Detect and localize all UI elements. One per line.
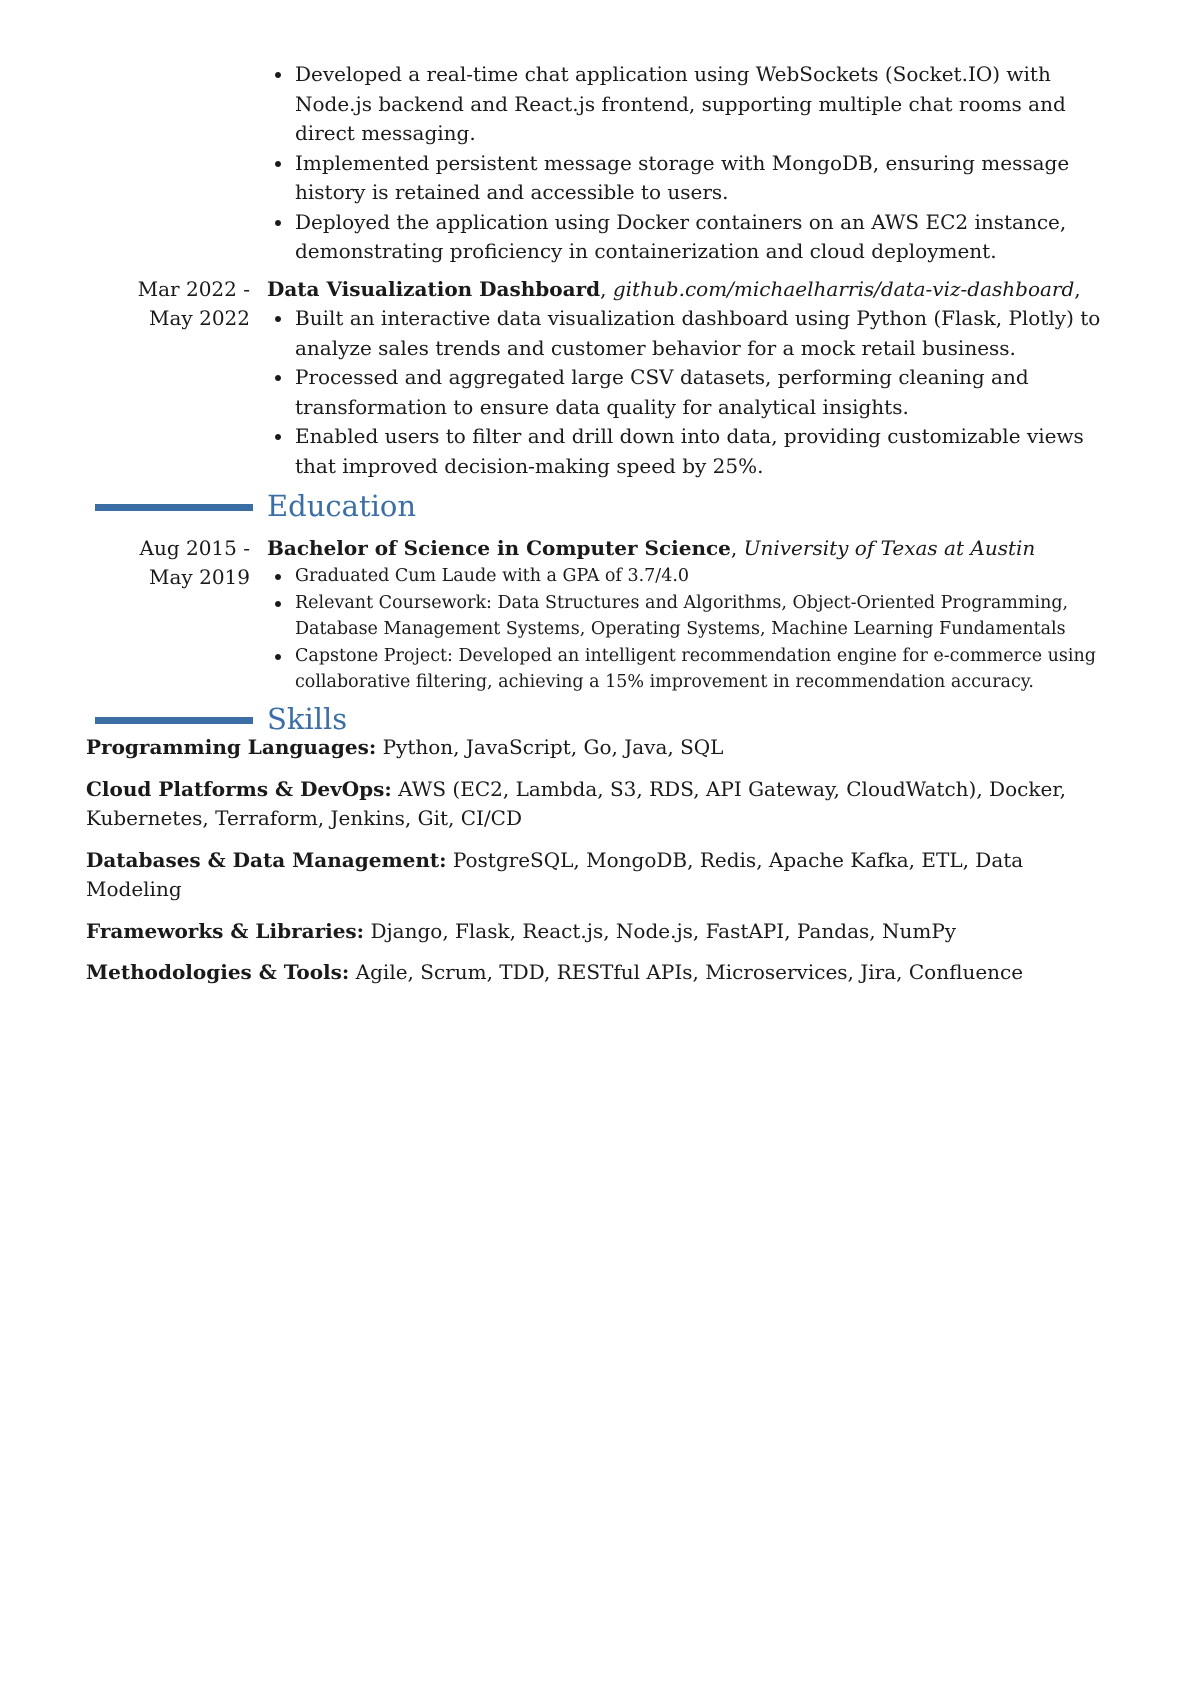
section-title: Skills	[267, 702, 348, 736]
skill-value: AWS (EC2, Lambda, S3, RDS, API Gateway, CloudWatch), Docker, Kubernetes, Terraform, Jenkins, Git, CI/CD	[86, 776, 1067, 830]
list-item: Enabled users to filter and drill down into data, providing customizable views that improved decision-making speed by 25%.	[267, 422, 1107, 481]
skill-label: Frameworks & Libraries:	[86, 918, 365, 943]
skill-value: Python, JavaScript, Go, Java, SQL	[382, 735, 724, 759]
project-dashboard-heading: Data Visualization Dashboard, github.com/michaelharris/data-viz-dashboard,	[267, 277, 1081, 301]
skill-value: Django, Flask, React.js, Node.js, FastAPI, Pandas, NumPy	[370, 918, 957, 943]
project-chat-body	[267, 60, 1107, 267]
education-date	[118, 534, 250, 592]
section-accent-bar	[95, 717, 253, 724]
list-item: Developed a real-time chat application using WebSockets (Socket.IO) with Node.js backend and React.js frontend, supporting multiple chat rooms and direct messaging.	[267, 60, 1107, 149]
list-item: Graduated Cum Laude with a GPA of 3.7/4.0	[267, 563, 1107, 590]
date-start: Mar 2022 -	[137, 277, 250, 301]
skill-label: Methodologies & Tools:	[86, 960, 350, 984]
date-end: May 2019	[149, 565, 250, 589]
list-item: Processed and aggregated large CSV datasets, performing cleaning and transformation to ensure data quality for analytical insights.	[267, 363, 1107, 422]
skill-row	[86, 958, 1106, 988]
education-body	[267, 534, 1107, 696]
section-title: Education	[267, 489, 417, 523]
skill-row	[86, 775, 1106, 834]
project-title: Data Visualization Dashboard	[267, 277, 601, 301]
project-chat-bullets	[267, 60, 1107, 267]
project-dashboard-date	[118, 275, 250, 333]
section-accent-bar	[95, 504, 253, 511]
list-item: Deployed the application using Docker containers on an AWS EC2 instance, demonstrating proficiency in containerization and cloud deployment.	[267, 208, 1107, 267]
skill-row	[86, 917, 1106, 947]
education-bullets	[267, 563, 1107, 696]
list-item: Relevant Coursework: Data Structures and Algorithms, Object-Oriented Programming, Database Management Systems, Operating Systems, Machine Learning Fundamentals	[267, 590, 1107, 643]
project-dashboard-body	[267, 275, 1107, 481]
skills-list	[86, 733, 1106, 1000]
skill-value: PostgreSQL, MongoDB, Redis, Apache Kafka, ETL, Data Modeling	[86, 847, 1024, 901]
skill-label: Programming Languages:	[86, 735, 377, 759]
degree: Bachelor of Science in Computer Science	[267, 536, 731, 560]
education-heading: Bachelor of Science in Computer Science, University of Texas at Austin	[267, 536, 1036, 560]
project-dashboard-bullets	[267, 304, 1107, 481]
project-link[interactable]: github.com/michaelharris/data-viz-dashboard	[612, 277, 1075, 301]
skill-value: Agile, Scrum, TDD, RESTful APIs, Microservices, Jira, Confluence	[355, 960, 1024, 984]
school: University of Texas at Austin	[743, 536, 1036, 560]
list-item: Built an interactive data visualization dashboard using Python (Flask, Plotly) to analyze sales trends and customer behavior for a mock retail business.	[267, 304, 1107, 363]
date-end: May 2022	[149, 306, 250, 330]
skill-label: Cloud Platforms & DevOps:	[86, 776, 392, 801]
skill-row	[86, 846, 1106, 905]
skill-label: Databases & Data Management:	[86, 847, 447, 872]
list-item: Capstone Project: Developed an intelligent recommendation engine for e-commerce using collaborative filtering, achieving a 15% improvement in recommendation accuracy.	[267, 643, 1107, 696]
list-item: Implemented persistent message storage with MongoDB, ensuring message history is retained and accessible to users.	[267, 149, 1107, 208]
date-start: Aug 2015 -	[139, 536, 250, 560]
skill-row	[86, 733, 1106, 763]
